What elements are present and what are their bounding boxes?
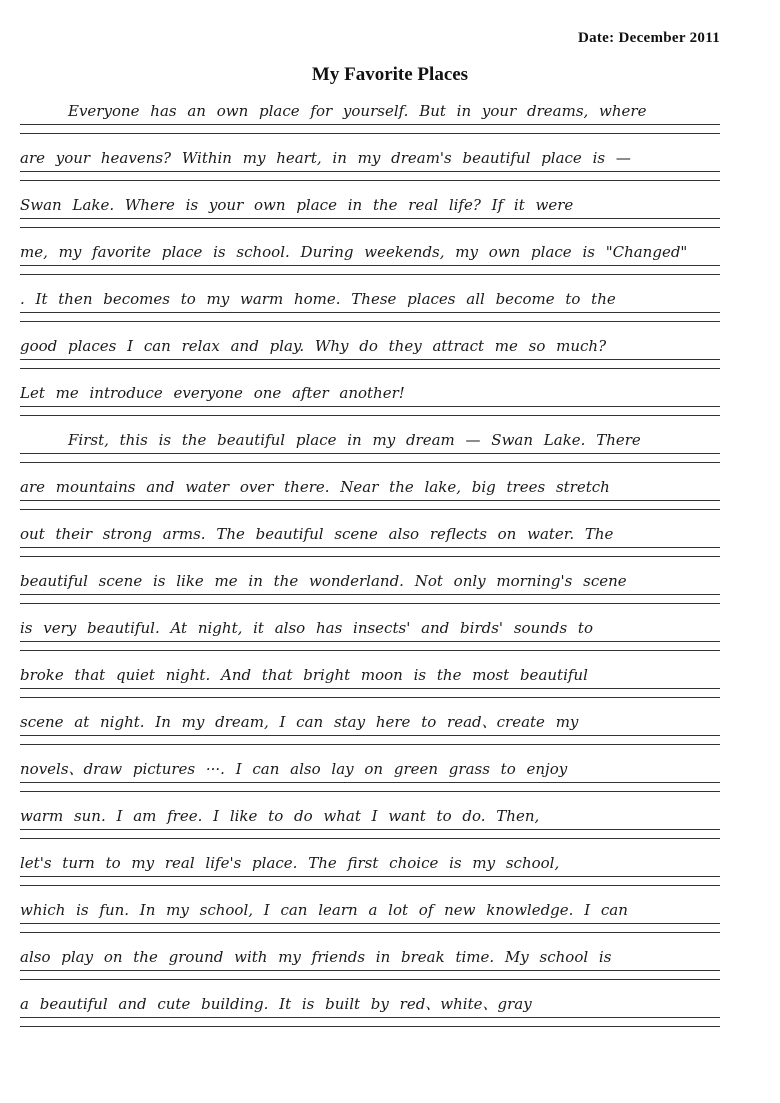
ruled-line (20, 791, 720, 792)
handwritten-line: First, this is the beautiful place in my dream — Swan Lake. There (68, 431, 641, 449)
handwritten-line: which is fun. In my school, I can learn a lot of new knowledge. I can (20, 901, 628, 919)
ruled-line (20, 218, 720, 219)
ruled-writing-area (20, 0, 720, 1103)
ruled-line (20, 838, 720, 839)
handwritten-line: Everyone has an own place for yourself. But in your dreams, where (68, 102, 647, 120)
ruled-line (20, 1026, 720, 1027)
ruled-line (20, 603, 720, 604)
handwritten-line: out their strong arms. The beautiful scene also reflects on water. The (20, 525, 614, 543)
ruled-line (20, 735, 720, 736)
ruled-line (20, 688, 720, 689)
ruled-line (20, 321, 720, 322)
ruled-line (20, 124, 720, 125)
handwritten-line: . It then becomes to my warm home. These places all become to the (20, 290, 616, 308)
handwritten-line: me, my favorite place is school. During weekends, my own place is "Changed" (20, 243, 688, 261)
ruled-line (20, 227, 720, 228)
ruled-line (20, 274, 720, 275)
ruled-line (20, 932, 720, 933)
ruled-line (20, 829, 720, 830)
ruled-line (20, 782, 720, 783)
ruled-line (20, 885, 720, 886)
ruled-line (20, 594, 720, 595)
handwritten-line: novels、draw pictures ···. I can also lay on green grass to enjoy (20, 760, 568, 778)
ruled-line (20, 406, 720, 407)
page-title: My Favorite Places (311, 64, 469, 85)
ruled-line (20, 265, 720, 266)
ruled-line (20, 359, 720, 360)
ruled-line (20, 979, 720, 980)
handwritten-line: good places I can relax and play. Why do they attract me so much? (20, 337, 607, 355)
ruled-line (20, 312, 720, 313)
ruled-line (20, 923, 720, 924)
ruled-line (20, 180, 720, 181)
handwritten-line: scene at night. In my dream, I can stay here to read、create my (20, 713, 579, 731)
document-date: Date: December 2011 (577, 30, 720, 46)
ruled-line (20, 641, 720, 642)
ruled-line (20, 509, 720, 510)
handwritten-line: beautiful scene is like me in the wonderland. Not only morning's scene (20, 572, 627, 590)
ruled-line (20, 462, 720, 463)
handwritten-line: warm sun. I am free. I like to do what I want to do. Then, (20, 807, 540, 825)
ruled-line (20, 368, 720, 369)
handwritten-line: are mountains and water over there. Near the lake, big trees stretch (20, 478, 610, 496)
handwritten-line: Let me introduce everyone one after another! (20, 384, 405, 402)
ruled-line (20, 697, 720, 698)
ruled-line (20, 453, 720, 454)
ruled-line (20, 556, 720, 557)
handwritten-line: broke that quiet night. And that bright moon is the most beautiful (20, 666, 588, 684)
ruled-line (20, 415, 720, 416)
ruled-line (20, 744, 720, 745)
ruled-line (20, 547, 720, 548)
ruled-line (20, 876, 720, 877)
ruled-line (20, 133, 720, 134)
handwritten-line: is very beautiful. At night, it also has insects' and birds' sounds to (20, 619, 593, 637)
ruled-line (20, 650, 720, 651)
ruled-line (20, 171, 720, 172)
ruled-line (20, 500, 720, 501)
ruled-line (20, 1017, 720, 1018)
handwritten-line: a beautiful and cute building. It is built by red、white、gray (20, 995, 532, 1013)
handwritten-line: also play on the ground with my friends in break time. My school is (20, 948, 612, 966)
handwritten-line: Swan Lake. Where is your own place in the real life? If it were (20, 196, 574, 214)
ruled-line (20, 970, 720, 971)
handwritten-line: let's turn to my real life's place. The first choice is my school, (20, 854, 560, 872)
handwritten-line: are your heavens? Within my heart, in my dream's beautiful place is — (20, 149, 631, 167)
